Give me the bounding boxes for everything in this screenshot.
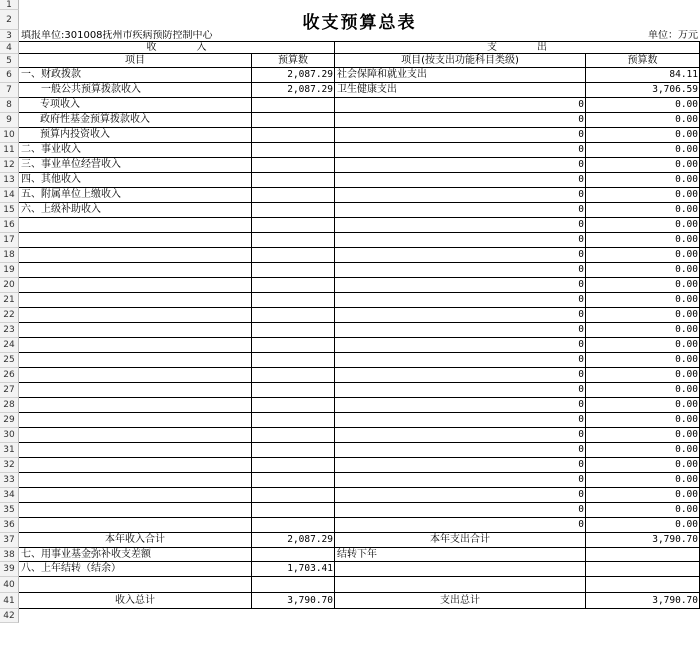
row-header[interactable]: 15	[0, 203, 19, 218]
grand-expense[interactable]: 3,790.70	[586, 593, 700, 609]
grand-income[interactable]: 3,790.70	[252, 593, 335, 609]
row-header[interactable]: 26	[0, 368, 19, 383]
expense-item[interactable]: 0	[335, 128, 586, 143]
income-item[interactable]	[19, 308, 252, 323]
income-item[interactable]: 一、财政拨款	[19, 68, 252, 83]
income-item[interactable]: 六、上级补助收入	[19, 203, 252, 218]
expense-item[interactable]: 0	[335, 353, 586, 368]
expense-amount[interactable]	[586, 562, 700, 577]
table-row	[19, 353, 700, 368]
row-header[interactable]: 2	[0, 10, 19, 30]
expense-item[interactable]: 0	[335, 173, 586, 188]
expense-item[interactable]: 0	[335, 293, 586, 308]
row-header[interactable]: 30	[0, 428, 19, 443]
income-item[interactable]	[19, 368, 252, 383]
expense-amount[interactable]: 0.00	[586, 458, 700, 473]
row-header[interactable]: 37	[0, 533, 19, 548]
row-header[interactable]: 38	[0, 548, 19, 562]
income-item[interactable]	[19, 338, 252, 353]
expense-amount[interactable]: 0.00	[586, 188, 700, 203]
income-section-header[interactable]: 收 入	[19, 42, 335, 54]
row-header[interactable]: 22	[0, 308, 19, 323]
table-row	[19, 10, 700, 30]
income-item[interactable]	[19, 398, 252, 413]
expense-amount[interactable]: 84.11	[586, 68, 700, 83]
expense-amount[interactable]: 0.00	[586, 143, 700, 158]
table-row	[19, 203, 700, 218]
row-header[interactable]: 3	[0, 30, 19, 42]
income-amount[interactable]	[252, 263, 335, 278]
table-row	[19, 368, 700, 383]
row-header[interactable]: 42	[0, 609, 19, 623]
income-item[interactable]	[19, 503, 252, 518]
income-item[interactable]	[19, 278, 252, 293]
expense-total[interactable]: 3,790.70	[586, 533, 700, 548]
fund-gap-amount[interactable]	[252, 548, 335, 562]
expense-item[interactable]: 0	[335, 398, 586, 413]
income-amount[interactable]	[252, 293, 335, 308]
income-amount[interactable]	[252, 323, 335, 338]
table-row	[19, 413, 700, 428]
expense-amount[interactable]: 0.00	[586, 353, 700, 368]
income-item[interactable]	[19, 233, 252, 248]
expense-amount[interactable]: 0.00	[586, 128, 700, 143]
row-header[interactable]: 36	[0, 518, 19, 533]
income-amount[interactable]	[252, 308, 335, 323]
table-row	[19, 293, 700, 308]
row-header[interactable]: 7	[0, 83, 19, 98]
expense-amount[interactable]: 0.00	[586, 173, 700, 188]
row-header[interactable]: 16	[0, 218, 19, 233]
table-row	[19, 577, 700, 593]
expense-item[interactable]: 0	[335, 443, 586, 458]
row-header[interactable]: 9	[0, 113, 19, 128]
income-amount[interactable]	[252, 353, 335, 368]
column-header-item[interactable]: 项目	[19, 54, 252, 68]
table-row	[19, 158, 700, 173]
income-item[interactable]	[19, 458, 252, 473]
table-row	[19, 458, 700, 473]
table-row	[19, 68, 700, 83]
expense-amount[interactable]: 0.00	[586, 233, 700, 248]
row-header[interactable]: 11	[0, 143, 19, 158]
income-amount[interactable]	[252, 473, 335, 488]
income-item[interactable]	[19, 263, 252, 278]
income-item[interactable]	[19, 428, 252, 443]
income-item[interactable]	[19, 413, 252, 428]
row-header[interactable]: 6	[0, 68, 19, 83]
table-row	[19, 173, 700, 188]
expense-amount[interactable]: 0.00	[586, 518, 700, 533]
expense-amount[interactable]: 0.00	[586, 368, 700, 383]
expense-amount[interactable]: 0.00	[586, 293, 700, 308]
expense-section-header[interactable]: 支 出	[335, 42, 700, 54]
income-total-label[interactable]: 本年收入合计	[19, 533, 252, 548]
row-header[interactable]: 23	[0, 323, 19, 338]
table-row	[19, 518, 700, 533]
expense-item[interactable]: 卫生健康支出	[335, 83, 586, 98]
carry-forward-label[interactable]: 结转下年	[335, 548, 586, 562]
table-row	[19, 128, 700, 143]
prior-balance[interactable]: 1,703.41	[252, 562, 335, 577]
expense-item[interactable]: 0	[335, 263, 586, 278]
income-item[interactable]	[19, 473, 252, 488]
income-amount[interactable]: 2,087.29	[252, 83, 335, 98]
income-item[interactable]: 专项收入	[19, 98, 252, 113]
row-header[interactable]: 35	[0, 503, 19, 518]
row-header[interactable]: 18	[0, 248, 19, 263]
row-header[interactable]: 17	[0, 233, 19, 248]
income-item[interactable]: 四、其他收入	[19, 173, 252, 188]
row-header[interactable]: 34	[0, 488, 19, 503]
table-row	[19, 323, 700, 338]
row-header[interactable]: 5	[0, 54, 19, 68]
expense-amount[interactable]: 0.00	[586, 203, 700, 218]
expense-item[interactable]: 0	[335, 428, 586, 443]
table-row	[19, 428, 700, 443]
table-row	[19, 488, 700, 503]
table-row	[19, 143, 700, 158]
prior-balance-label[interactable]: 八、上年结转（结余）	[19, 562, 252, 577]
expense-item[interactable]: 0	[335, 368, 586, 383]
expense-amount[interactable]: 0.00	[586, 263, 700, 278]
expense-amount[interactable]: 0.00	[586, 278, 700, 293]
table-row	[19, 443, 700, 458]
expense-item[interactable]: 0	[335, 113, 586, 128]
expense-item[interactable]: 0	[335, 473, 586, 488]
table-row	[19, 308, 700, 323]
table-row	[19, 233, 700, 248]
income-amount[interactable]	[252, 203, 335, 218]
table-row	[19, 548, 700, 562]
table-row	[19, 113, 700, 128]
income-amount[interactable]	[252, 368, 335, 383]
expense-amount[interactable]: 0.00	[586, 323, 700, 338]
income-amount[interactable]	[252, 248, 335, 263]
income-amount[interactable]	[252, 458, 335, 473]
row-header[interactable]: 25	[0, 353, 19, 368]
expense-item[interactable]: 0	[335, 413, 586, 428]
table-row	[19, 263, 700, 278]
expense-total-label[interactable]: 本年支出合计	[335, 533, 586, 548]
income-amount[interactable]	[252, 503, 335, 518]
grand-income-label[interactable]: 收入总计	[19, 593, 252, 609]
row-header[interactable]: 19	[0, 263, 19, 278]
income-item[interactable]: 一般公共预算拨款收入	[19, 83, 252, 98]
income-amount[interactable]	[252, 173, 335, 188]
expense-amount[interactable]: 0.00	[586, 413, 700, 428]
income-item[interactable]	[19, 443, 252, 458]
income-amount[interactable]	[252, 98, 335, 113]
carry-forward-amount[interactable]	[586, 548, 700, 562]
row-header[interactable]: 33	[0, 473, 19, 488]
expense-amount[interactable]: 0.00	[586, 488, 700, 503]
expense-item[interactable]: 0	[335, 143, 586, 158]
income-item[interactable]	[19, 488, 252, 503]
income-amount[interactable]	[252, 143, 335, 158]
expense-amount[interactable]: 0.00	[586, 113, 700, 128]
expense-item[interactable]: 0	[335, 203, 586, 218]
expense-item[interactable]: 0	[335, 338, 586, 353]
income-amount[interactable]	[252, 398, 335, 413]
expense-item[interactable]: 0	[335, 383, 586, 398]
column-header-exp-item[interactable]: 项目(按支出功能科目类级)	[335, 54, 586, 68]
table-row	[19, 593, 700, 609]
expense-item[interactable]: 0	[335, 188, 586, 203]
income-amount[interactable]	[252, 158, 335, 173]
table-row	[19, 562, 700, 577]
expense-amount[interactable]: 0.00	[586, 428, 700, 443]
income-amount[interactable]	[252, 188, 335, 203]
table-row	[19, 473, 700, 488]
income-item[interactable]	[19, 293, 252, 308]
expense-amount[interactable]	[586, 577, 700, 593]
expense-item[interactable]: 0	[335, 308, 586, 323]
income-item[interactable]	[19, 383, 252, 398]
grand-expense-label[interactable]: 支出总计	[335, 593, 586, 609]
column-header-exp-budget[interactable]: 预算数	[586, 54, 700, 68]
expense-item[interactable]: 0	[335, 98, 586, 113]
income-item[interactable]: 三、事业单位经营收入	[19, 158, 252, 173]
expense-amount[interactable]: 0.00	[586, 473, 700, 488]
table-row	[19, 42, 700, 54]
expense-item[interactable]: 0	[335, 158, 586, 173]
income-amount[interactable]	[252, 383, 335, 398]
income-item[interactable]	[19, 218, 252, 233]
expense-item[interactable]	[335, 562, 586, 577]
expense-amount[interactable]: 0.00	[586, 308, 700, 323]
income-amount[interactable]	[252, 413, 335, 428]
expense-amount[interactable]: 3,706.59	[586, 83, 700, 98]
expense-item[interactable]: 0	[335, 503, 586, 518]
income-amount[interactable]	[252, 233, 335, 248]
expense-amount[interactable]: 0.00	[586, 383, 700, 398]
expense-item[interactable]: 0	[335, 278, 586, 293]
table-row	[19, 248, 700, 263]
income-item[interactable]: 二、事业收入	[19, 143, 252, 158]
income-amount[interactable]	[252, 113, 335, 128]
row-header[interactable]: 41	[0, 593, 19, 609]
expense-amount[interactable]: 0.00	[586, 398, 700, 413]
row-header[interactable]: 21	[0, 293, 19, 308]
table-row	[19, 83, 700, 98]
row-header[interactable]: 13	[0, 173, 19, 188]
row-header[interactable]: 27	[0, 383, 19, 398]
income-amount[interactable]	[252, 488, 335, 503]
income-item[interactable]	[19, 248, 252, 263]
row-header[interactable]: 39	[0, 562, 19, 577]
row-header[interactable]: 20	[0, 278, 19, 293]
expense-item[interactable]: 0	[335, 458, 586, 473]
income-amount[interactable]	[252, 128, 335, 143]
expense-item[interactable]	[335, 577, 586, 593]
row-header[interactable]: 14	[0, 188, 19, 203]
expense-amount[interactable]: 0.00	[586, 98, 700, 113]
page-title[interactable]: 收支预算总表	[302, 13, 417, 30]
expense-item[interactable]: 社会保障和就业支出	[335, 68, 586, 83]
row-header[interactable]: 1	[0, 0, 19, 10]
income-amount[interactable]	[252, 278, 335, 293]
income-item[interactable]: 五、附属单位上缴收入	[19, 188, 252, 203]
expense-amount[interactable]: 0.00	[586, 248, 700, 263]
expense-item[interactable]: 0	[335, 248, 586, 263]
row-header[interactable]: 8	[0, 98, 19, 113]
expense-amount[interactable]: 0.00	[586, 218, 700, 233]
income-amount[interactable]: 2,087.29	[252, 68, 335, 83]
table-row	[19, 503, 700, 518]
income-item[interactable]	[19, 323, 252, 338]
row-header[interactable]: 28	[0, 398, 19, 413]
income-item[interactable]: 预算内投资收入	[19, 128, 252, 143]
table-row	[19, 98, 700, 113]
expense-amount[interactable]: 0.00	[586, 503, 700, 518]
income-amount[interactable]	[252, 518, 335, 533]
table-row	[19, 30, 700, 42]
row-header[interactable]: 40	[0, 577, 19, 593]
income-amount[interactable]	[252, 338, 335, 353]
expense-item[interactable]: 0	[335, 233, 586, 248]
fund-gap-label[interactable]: 七、用事业基金弥补收支差额	[19, 548, 252, 562]
expense-amount[interactable]: 0.00	[586, 443, 700, 458]
table-row	[19, 188, 700, 203]
income-total[interactable]: 2,087.29	[252, 533, 335, 548]
income-item[interactable]	[19, 353, 252, 368]
row-header[interactable]: 29	[0, 413, 19, 428]
expense-item[interactable]: 0	[335, 323, 586, 338]
row-header[interactable]: 12	[0, 158, 19, 173]
row-header[interactable]: 10	[0, 128, 19, 143]
income-amount[interactable]	[252, 428, 335, 443]
table-row	[19, 218, 700, 233]
column-header-budget[interactable]: 预算数	[252, 54, 335, 68]
table-row	[19, 383, 700, 398]
income-item[interactable]: 政府性基金预算拨款收入	[19, 113, 252, 128]
income-amount[interactable]	[252, 218, 335, 233]
table-row	[19, 54, 700, 68]
income-item[interactable]	[19, 518, 252, 533]
expense-amount[interactable]: 0.00	[586, 158, 700, 173]
income-amount[interactable]	[252, 443, 335, 458]
table-row	[19, 533, 700, 548]
row-header[interactable]: 24	[0, 338, 19, 353]
table-row	[19, 278, 700, 293]
unit-label[interactable]: 单位：万元	[586, 30, 700, 42]
table-row	[19, 0, 700, 10]
expense-item[interactable]: 0	[335, 488, 586, 503]
reporter-label[interactable]: 填报单位:301008抚州市疾病预防控制中心	[19, 30, 586, 42]
row-header[interactable]: 4	[0, 42, 19, 54]
table-row	[19, 398, 700, 413]
income-amount[interactable]	[252, 577, 335, 593]
expense-item[interactable]: 0	[335, 518, 586, 533]
expense-item[interactable]: 0	[335, 218, 586, 233]
income-item[interactable]	[19, 577, 252, 593]
table-row	[19, 609, 700, 623]
table-row	[19, 338, 700, 353]
expense-amount[interactable]: 0.00	[586, 338, 700, 353]
row-header[interactable]: 32	[0, 458, 19, 473]
row-header[interactable]: 31	[0, 443, 19, 458]
